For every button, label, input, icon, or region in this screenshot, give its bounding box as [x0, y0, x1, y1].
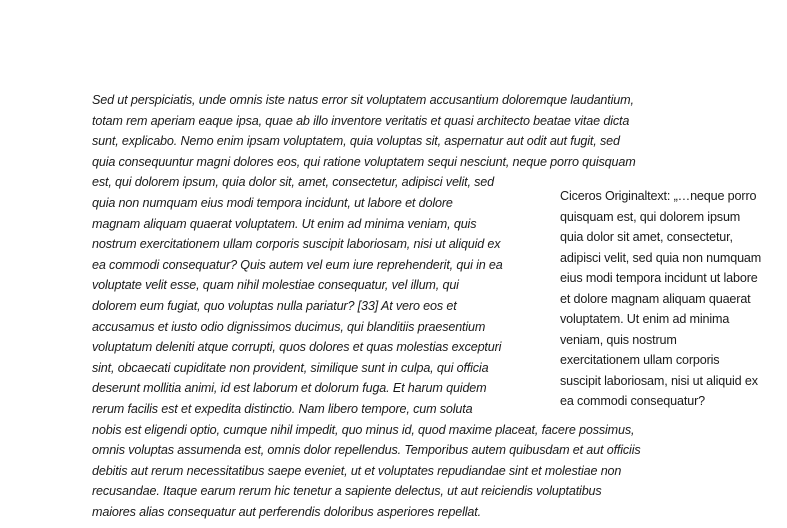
text-line: est, qui dolorem ipsum, quia dolor sit, amet, consectetur, adipisci velit, sed: [92, 175, 494, 190]
text-line: adipisci velit, sed quia non numquam: [560, 250, 762, 265]
text-line: veniam, quis nostrum: [560, 332, 677, 347]
text-line: maiores alias consequatur aut perferendis doloribus asperiores repellat.: [92, 504, 481, 519]
text-line: rerum facilis est et expedita distinctio. Nam libero tempore, cum soluta: [92, 401, 473, 416]
text-line: exercitationem ullam corporis: [560, 353, 720, 367]
text-line: ea commodi consequatur? Quis autem vel eum iure reprehenderit, qui in ea: [92, 257, 503, 272]
text-line: quisquam est, qui dolorem ipsum: [560, 209, 741, 224]
text-line: deserunt mollitia animi, id est laborum et dolorum fuga. Et harum quidem: [92, 381, 487, 396]
text-line: sint, obcaecati cupiditate non provident, similique sunt in culpa, qui officia: [92, 360, 489, 375]
text-line: quia non numquam eius modi tempora incidunt, ut labore et dolore: [92, 195, 453, 210]
text-line: ea commodi consequatur?: [560, 394, 705, 408]
text-line: suscipit laboriosam, nisi ut aliquid ex: [560, 373, 758, 388]
text-line: voluptatum deleniti atque corrupti, quos dolores et quas molestias excepturi: [92, 340, 502, 355]
text-line: dolorem eum fugiat, quo voluptas nulla pariatur? [33] At vero eos et: [92, 298, 457, 313]
text-line: Sed ut perspiciatis, unde omnis iste natus error sit voluptatem accusantium doloremque laudantium,: [92, 93, 634, 107]
sidebar-quote: [560, 186, 761, 412]
text-line: recusandae. Itaque earum rerum hic tenetur a sapiente delectus, ut aut reiciendis voluptatibus: [92, 484, 602, 499]
text-line: omnis voluptas assumenda est, omnis dolor repellendus. Temporibus autem quibusdam et aut officiis: [92, 443, 641, 458]
text-line: accusamus et iusto odio dignissimos ducimus, qui blanditiis praesentium: [92, 319, 486, 334]
text-line: nobis est eligendi optio, cumque nihil impedit, quo minus id, quod maxime placeat, facere possimus,: [92, 422, 635, 437]
text-line: totam rem aperiam eaque ipsa, quae ab illo inventore veritatis et quasi architecto beatae vitae dicta: [92, 113, 630, 128]
text-line: debitis aut rerum necessitatibus saepe eveniet, ut et voluptates repudiandae sint et molestiae non: [92, 463, 622, 478]
main-paragraph: [92, 90, 641, 522]
text-line: Ciceros Originaltext: „…neque porro: [560, 189, 757, 203]
text-line: quia dolor sit amet, consectetur,: [560, 230, 733, 244]
text-line: et dolore magnam aliquam quaerat: [560, 291, 751, 306]
text-line: eius modi tempora incidunt ut labore: [560, 271, 758, 285]
text-line: voluptate velit esse, quam nihil molestiae consequatur, vel illum, qui: [92, 278, 459, 293]
text-line: quia consequuntur magni dolores eos, qui ratione voluptatem sequi nesciunt, neque porro quisquam: [92, 154, 636, 169]
text-line: nostrum exercitationem ullam corporis suscipit laboriosam, nisi ut aliquid ex: [92, 237, 501, 252]
text-line: sunt, explicabo. Nemo enim ipsam voluptatem, quia voluptas sit, aspernatur aut odit aut fugit, sed: [92, 134, 620, 149]
text-line: magnam aliquam quaerat voluptatem. Ut enim ad minima veniam, quis: [92, 216, 477, 231]
text-line: voluptatem. Ut enim ad minima: [560, 312, 730, 326]
